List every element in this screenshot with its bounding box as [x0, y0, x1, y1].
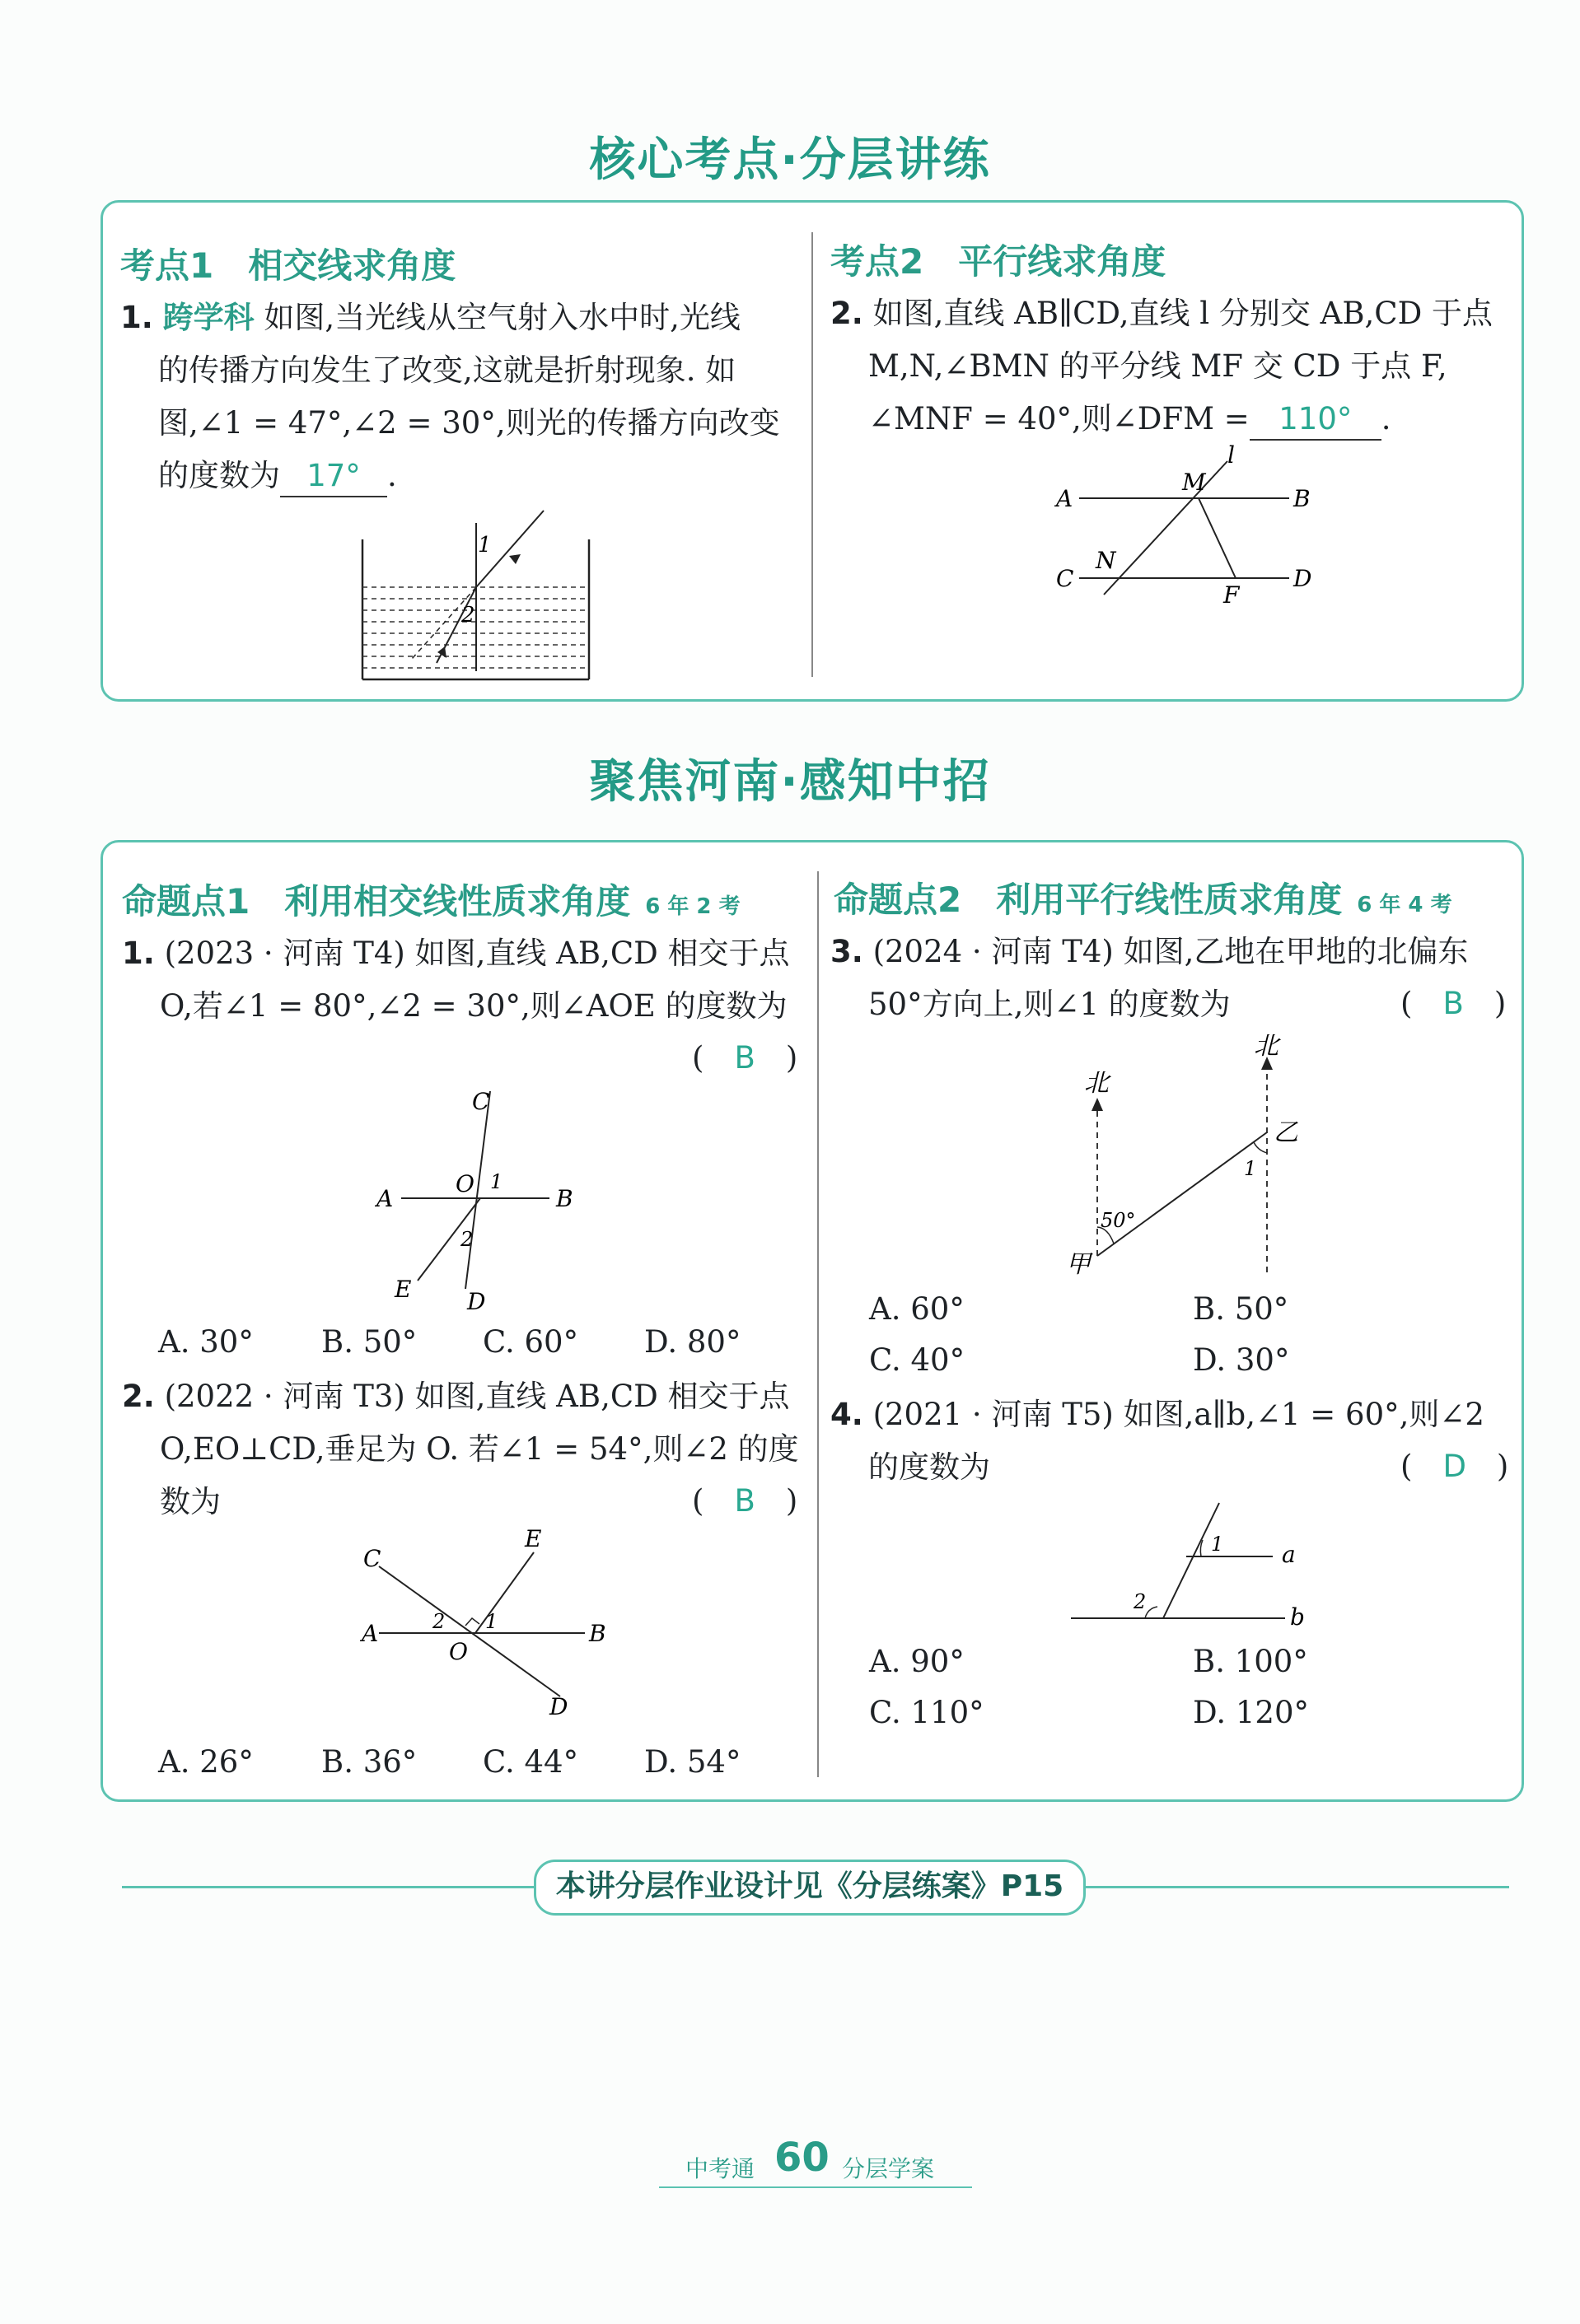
- option-b[interactable]: B. 36°: [321, 1744, 418, 1780]
- answer: B: [734, 1040, 755, 1076]
- label-O: O: [449, 1638, 468, 1665]
- label-a: a: [1282, 1541, 1296, 1568]
- section2-title: 聚焦河南·感知中招: [589, 755, 991, 809]
- kaodian1-heading: 考点1 相交线求角度: [120, 245, 456, 286]
- refraction-figure: [346, 506, 610, 684]
- option-c[interactable]: C. 60°: [483, 1324, 579, 1360]
- answer: B: [734, 1483, 755, 1519]
- angle-label-1: 1: [485, 1610, 498, 1633]
- footer-rule-right: [1081, 1886, 1509, 1888]
- label-C: C: [363, 1545, 381, 1572]
- period: .: [1381, 401, 1391, 436]
- question-text: (2022 · 河南 T3) 如图,直线 AB,CD 相交于点: [154, 1379, 790, 1414]
- heading-tag: 6 年 2 考: [645, 894, 741, 919]
- option-c[interactable]: C. 40°: [869, 1342, 965, 1378]
- section2-divider: [817, 871, 819, 1777]
- bearing-figure: [1063, 1034, 1326, 1289]
- option-b[interactable]: B. 50°: [1193, 1291, 1289, 1327]
- section1-title: 核心考点·分层讲练: [589, 133, 991, 187]
- label-B: B: [589, 1620, 606, 1647]
- north-label-jia: 北: [1084, 1069, 1109, 1098]
- s1-question-2: [830, 287, 1506, 446]
- question-number: 2.: [122, 1379, 155, 1414]
- label-B: B: [1293, 485, 1311, 512]
- location-jia: 甲: [1066, 1250, 1091, 1279]
- brand-label: 中考通: [685, 2155, 755, 2182]
- angle-label-1: 1: [478, 533, 492, 558]
- cross-discipline-tag: 跨学科: [162, 300, 255, 335]
- question-number: 2.: [830, 296, 863, 331]
- question-text: 如图,直线 AB∥CD,直线 l 分别交 AB,CD 于点: [862, 296, 1494, 331]
- label-B: B: [556, 1185, 573, 1212]
- label-E: E: [525, 1525, 542, 1552]
- label-A: A: [362, 1620, 379, 1647]
- homework-reference-link[interactable]: 本讲分层作业设计见《分层练案》P15: [534, 1860, 1086, 1916]
- option-a[interactable]: A. 30°: [158, 1324, 254, 1360]
- s1-question-1: [120, 292, 804, 502]
- question-number: 1.: [120, 300, 153, 335]
- label-M: M: [1182, 469, 1206, 496]
- heading-text: 命题点2 利用平行线性质求角度: [834, 880, 1343, 920]
- option-b[interactable]: B. 100°: [1193, 1644, 1308, 1679]
- angle-label-50: 50°: [1101, 1209, 1136, 1232]
- label-A: A: [376, 1185, 394, 1212]
- angle-label-1: 1: [490, 1170, 503, 1193]
- intersecting-lines-figure-1: [375, 1083, 597, 1314]
- angle-label-1: 1: [1211, 1533, 1224, 1556]
- angle-label-2: 2: [432, 1610, 446, 1633]
- label-C: C: [472, 1088, 490, 1115]
- question-number: 1.: [122, 936, 155, 971]
- option-b[interactable]: B. 50°: [321, 1324, 418, 1360]
- page-number-rule: [659, 2186, 972, 2188]
- parallel-lines-figure: [1063, 1495, 1310, 1643]
- parallel-bisector-figure: [1054, 445, 1318, 609]
- label-N: N: [1096, 547, 1116, 574]
- option-a[interactable]: A. 26°: [158, 1744, 254, 1780]
- question-text: 数为: [160, 1484, 221, 1519]
- option-a[interactable]: A. 60°: [869, 1291, 965, 1327]
- option-d[interactable]: D. 80°: [644, 1324, 741, 1360]
- label-D: D: [1293, 565, 1312, 592]
- angle-label-1: 1: [1244, 1157, 1257, 1180]
- answer-bracket: ( B ): [1400, 986, 1507, 1021]
- book-subtitle: 分层学案: [842, 2155, 935, 2182]
- question-text: (2021 · 河南 T5) 如图,a∥b,∠1 = 60°,则∠2: [862, 1397, 1484, 1432]
- mingtidian1-heading: [122, 875, 741, 924]
- label-C: C: [1056, 565, 1074, 592]
- answer-bracket: ( D ): [1400, 1449, 1509, 1484]
- answer-blank: 110°: [1250, 399, 1381, 441]
- answer: B: [1442, 986, 1464, 1021]
- label-O: O: [456, 1170, 474, 1197]
- option-d[interactable]: D. 120°: [1193, 1695, 1309, 1730]
- answer-blank: 17°: [280, 456, 387, 497]
- heading-tag: 6 年 4 考: [1357, 893, 1452, 917]
- question-text: 50°方向上,则∠1 的度数为: [868, 987, 1231, 1022]
- question-text: (2023 · 河南 T4) 如图,直线 AB,CD 相交于点: [154, 936, 790, 971]
- mingtidian2-heading: [834, 873, 1452, 922]
- question-text: 的度数为: [868, 1449, 990, 1485]
- option-d[interactable]: D. 54°: [644, 1744, 741, 1780]
- angle-label-2: 2: [460, 1228, 474, 1251]
- option-a[interactable]: A. 90°: [869, 1644, 965, 1679]
- footer-rule-left: [122, 1886, 534, 1888]
- question-text: 的传播方向发生了改变,这就是折射现象. 如: [158, 352, 736, 388]
- section1-divider: [811, 232, 813, 677]
- label-A: A: [1056, 485, 1073, 512]
- north-label-yi: 北: [1254, 1034, 1278, 1061]
- label-E: E: [395, 1276, 412, 1303]
- label-b: b: [1290, 1603, 1305, 1631]
- label-D: D: [467, 1288, 486, 1314]
- label-D: D: [549, 1693, 568, 1720]
- intersecting-lines-figure-2: [350, 1524, 614, 1721]
- angle-label-2: 2: [461, 603, 475, 628]
- question-text: 如图,当光线从空气射入水中时,光线: [254, 300, 741, 335]
- question-text: M,N,∠BMN 的平分线 MF 交 CD 于点 F,: [868, 348, 1447, 384]
- angle-label-2: 2: [1134, 1590, 1147, 1613]
- answer-bracket: ( B ): [692, 1483, 798, 1519]
- s2-question-1: [122, 927, 806, 1033]
- option-c[interactable]: C. 110°: [869, 1695, 984, 1730]
- period: .: [387, 458, 397, 493]
- label-l: l: [1227, 445, 1235, 469]
- location-yi: 乙: [1274, 1118, 1298, 1147]
- answer-bracket: ( B ): [692, 1040, 798, 1076]
- question-text: 图,∠1 = 47°,∠2 = 30°,则光的传播方向改变: [158, 405, 780, 441]
- question-number: 3.: [830, 934, 863, 969]
- question-text: O,若∠1 = 80°,∠2 = 30°,则∠AOE 的度数为: [160, 988, 788, 1024]
- heading-text: 命题点1 利用相交线性质求角度: [122, 881, 631, 922]
- question-text: (2024 · 河南 T4) 如图,乙地在甲地的北偏东: [862, 934, 1469, 969]
- question-text: 的度数为: [158, 458, 280, 493]
- option-c[interactable]: C. 44°: [483, 1744, 579, 1780]
- question-text: O,EO⊥CD,垂足为 O. 若∠1 = 54°,则∠2 的度: [160, 1431, 799, 1467]
- question-text: ∠MNF = 40°,则∠DFM =: [868, 401, 1250, 436]
- question-number: 4.: [830, 1397, 863, 1432]
- answer: D: [1442, 1449, 1466, 1484]
- option-d[interactable]: D. 30°: [1193, 1342, 1290, 1378]
- page-number: 60: [774, 2135, 830, 2181]
- label-F: F: [1223, 581, 1240, 609]
- kaodian2-heading: 考点2 平行线求角度: [830, 241, 1166, 282]
